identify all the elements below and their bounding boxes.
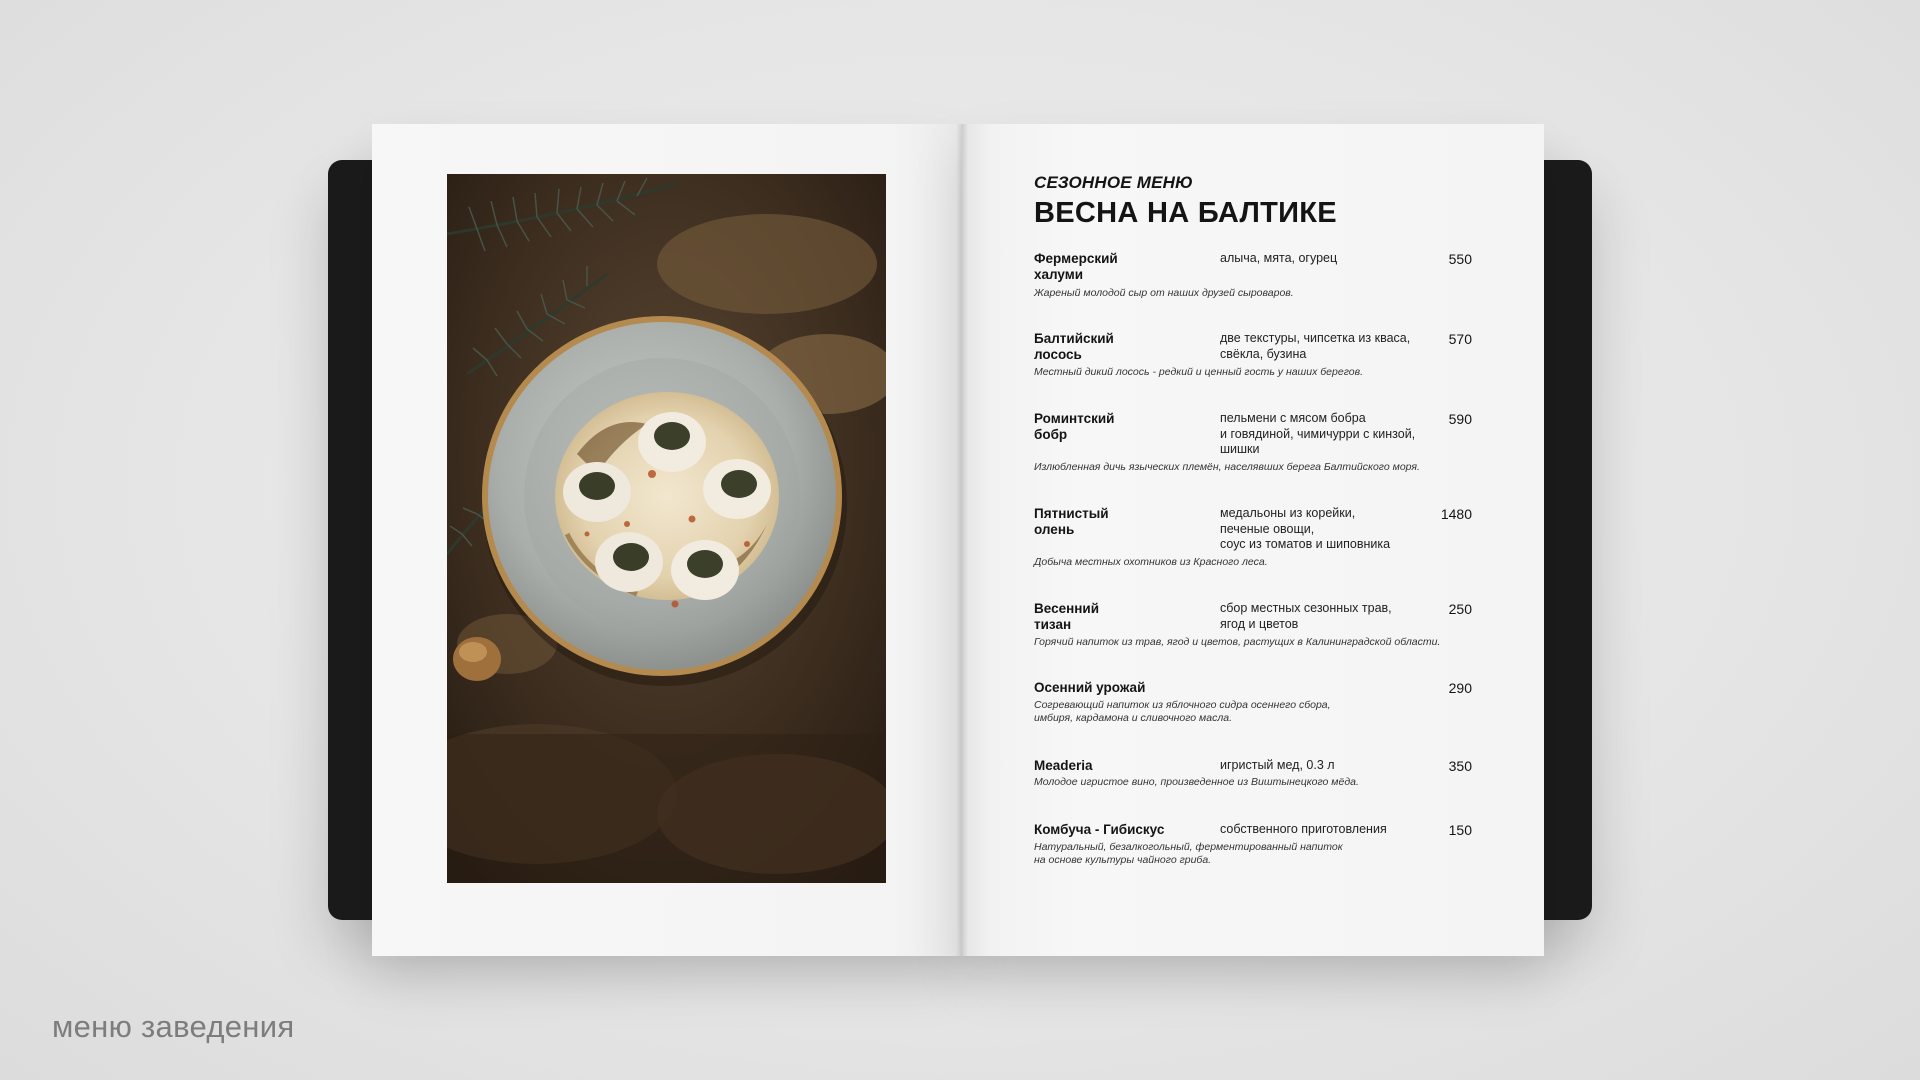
- menu-item-composition: пельмени с мясом бобра и говядиной, чимичурри с кинзой, шишки: [1220, 411, 1416, 456]
- menu-item-description: Жареный молодой сыр от наших друзей сыроваров.: [1034, 287, 1294, 299]
- menu-item-price: 550: [1448, 251, 1472, 267]
- menu-item-description: Натуральный, безалкогольный, ферментированный напиток на основе культуры чайного гриба.: [1034, 841, 1343, 866]
- page-caption: меню заведения: [52, 1009, 295, 1044]
- menu-item-composition: две текстуры, чипсетка из кваса, свёкла, бузина: [1220, 331, 1411, 361]
- menu-item-description: Горячий напиток из трав, ягод и цветов, растущих в Калининградской области.: [1034, 636, 1441, 648]
- menu-item-composition: собственного приготовления: [1220, 822, 1387, 836]
- menu-item-name: Роминтский бобр: [1034, 411, 1115, 442]
- menu-item-price: 290: [1448, 680, 1472, 696]
- menu-item-name: Фермерский халуми: [1034, 251, 1118, 282]
- menu-item-name: Балтийский лосось: [1034, 331, 1114, 362]
- menu-item-price: 590: [1448, 411, 1472, 427]
- menu-item-name: Meaderia: [1034, 758, 1093, 773]
- menu-item-price: 250: [1448, 601, 1472, 617]
- menu-item-name: Комбуча - Гибискус: [1034, 822, 1165, 837]
- menu-item-description: Излюбленная дичь языческих племён, населявших берега Балтийского моря.: [1034, 461, 1420, 473]
- menu-item-name: Осенний урожай: [1034, 680, 1146, 695]
- menu-item-composition: сбор местных сезонных трав, ягод и цветов: [1220, 601, 1392, 631]
- menu-title: ВЕСНА НА БАЛТИКЕ: [1034, 197, 1337, 229]
- menu-item-description: Согревающий напиток из яблочного сидра осеннего сбора, имбиря, кардамона и сливочного масла.: [1034, 699, 1331, 724]
- menu-right-page: [962, 124, 1544, 956]
- menu-item-price: 150: [1448, 822, 1472, 838]
- menu-item-composition: алыча, мята, огурец: [1220, 251, 1338, 265]
- menu-item-composition: игристый мед, 0.3 л: [1220, 758, 1335, 772]
- menu-item-name: Пятнистый олень: [1034, 506, 1109, 537]
- menu-left-page: [372, 124, 962, 956]
- book-spine-shadow: [956, 124, 968, 956]
- menu-item-description: Местный дикий лосось - редкий и ценный гость у наших берегов.: [1034, 366, 1364, 378]
- menu-item-description: Молодое игристое вино, произведенное из Виштынецкого мёда.: [1034, 776, 1359, 788]
- menu-subtitle: СЕЗОННОЕ МЕНЮ: [1034, 173, 1194, 192]
- dish-photo: [447, 174, 886, 883]
- menu-item-price: 1480: [1440, 506, 1472, 522]
- menu-item-name: Весенний тизан: [1034, 601, 1100, 632]
- menu-item-price: 570: [1448, 331, 1472, 347]
- menu-item-description: Добыча местных охотников из Красного леса.: [1034, 556, 1268, 568]
- menu-item-composition: медальоны из корейки, печеные овощи, соус из томатов и шиповника: [1220, 506, 1391, 551]
- menu-item-price: 350: [1448, 758, 1472, 774]
